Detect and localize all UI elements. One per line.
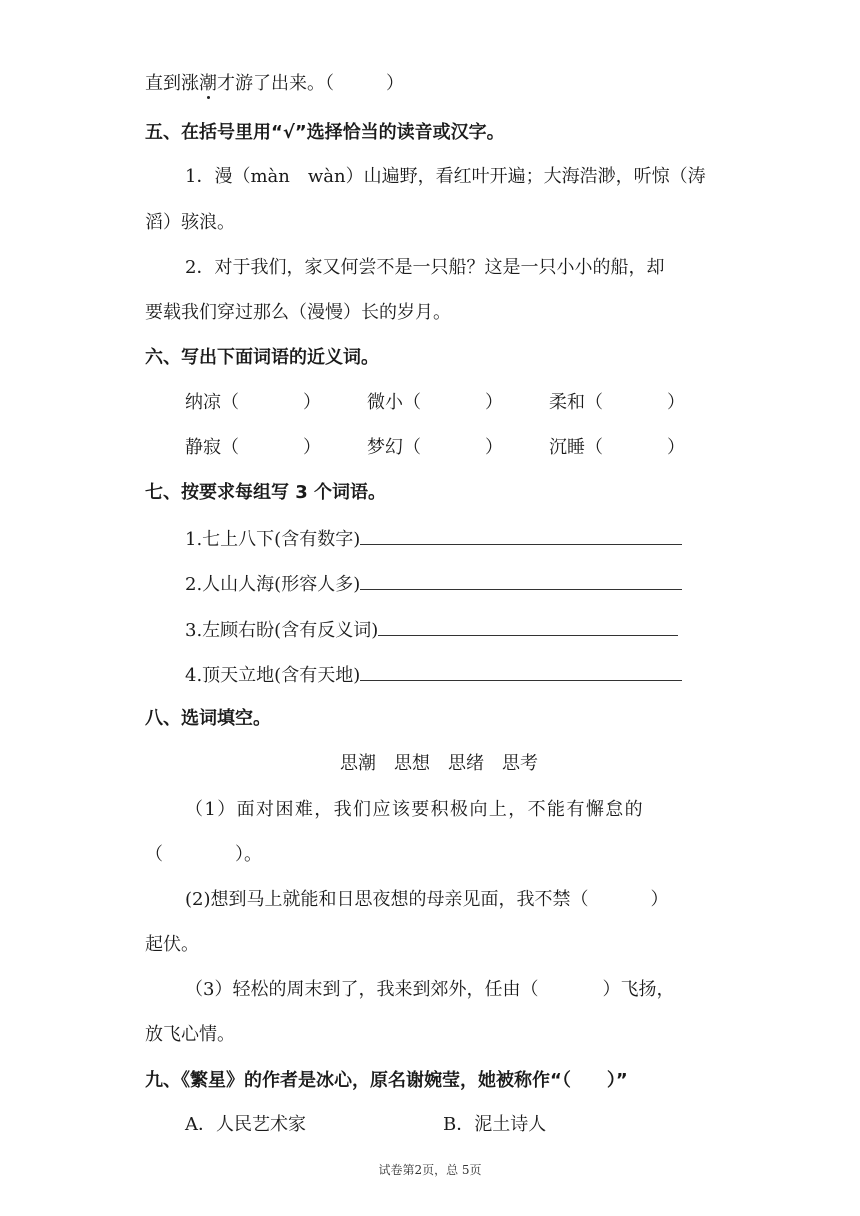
synonym-item: 纳凉（ ） xyxy=(185,392,321,413)
word-group-item: 3.左顾右盼(含有反义词) xyxy=(185,617,678,643)
section-7-title: 七、按要求每组写 3 个词语。 xyxy=(145,482,387,503)
answer-line[interactable] xyxy=(360,571,682,590)
word-group-item: 4.顶天立地(含有天地) xyxy=(185,662,682,688)
synonym-item: 沉睡（ ） xyxy=(549,437,685,458)
sec5-q2-line2: 要载我们穿过那么（漫慢）长的岁月。 xyxy=(145,302,451,323)
answer-line[interactable] xyxy=(360,526,682,545)
section-8-title: 八、选词填空。 xyxy=(145,708,271,729)
synonym-item: 梦幻（ ） xyxy=(367,437,503,458)
answer-line[interactable] xyxy=(378,617,678,636)
sec8-q3-line1: （3）轻松的周末到了，我来到郊外，任由（ ）飞扬， xyxy=(185,979,675,1000)
choice-option-a[interactable]: A．人民艺术家 xyxy=(185,1114,306,1135)
emphasis-dot-char: 潮 xyxy=(199,73,217,94)
section-5-title: 五、在括号里用“√”选择恰当的读音或汉字。 xyxy=(145,122,505,143)
word-group-item: 1.七上八下(含有数字) xyxy=(185,526,682,552)
sec8-q3-line2: 放飞心情。 xyxy=(145,1024,235,1045)
page-footer: 试卷第2页，总 5页 xyxy=(378,1163,482,1177)
sec5-q1-line2: 滔）骇浪。 xyxy=(145,212,235,233)
word-group-item: 2.人山人海(形容人多) xyxy=(185,571,682,597)
sec8-q1-line1: （1）面对困难，我们应该要积极向上，不能有懈怠的 xyxy=(185,799,645,820)
sec8-q2-line1: (2)想到马上就能和日思夜想的母亲见面，我不禁（ ） xyxy=(185,889,669,910)
word-options: 思潮 思想 思绪 思考 xyxy=(340,753,538,774)
answer-line[interactable] xyxy=(360,662,682,681)
sec5-q1-line1: 1．漫（màn wàn）山遍野，看红叶开遍；大海浩渺，听惊（涛 xyxy=(185,166,706,187)
synonym-item: 柔和（ ） xyxy=(549,392,685,413)
choice-option-b[interactable]: B．泥土诗人 xyxy=(443,1114,547,1135)
section-9-title: 九、《繁星》的作者是冰心，原名谢婉莹，她被称作“（ ）” xyxy=(145,1070,628,1091)
synonym-item: 静寂（ ） xyxy=(185,437,321,458)
sec5-q2-line1: 2．对于我们，家又何尝不是一只船？这是一只小小的船，却 xyxy=(185,257,665,278)
sec8-q2-line2: 起伏。 xyxy=(145,934,199,955)
sec8-q1-line2: （ ）。 xyxy=(145,844,262,865)
synonym-item: 微小（ ） xyxy=(367,392,503,413)
section-6-title: 六、写出下面词语的近义词。 xyxy=(145,347,379,368)
text-line: 直到涨潮才游了出来。（ ） xyxy=(145,73,404,94)
